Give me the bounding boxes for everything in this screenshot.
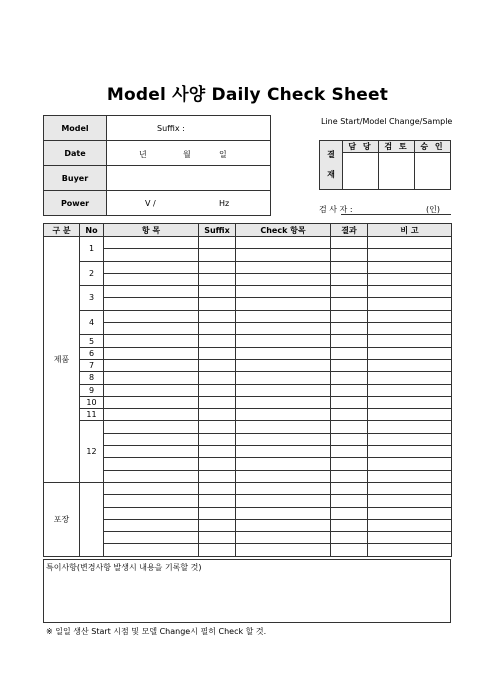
item-number: 12 (80, 421, 104, 482)
model-label: Model (44, 116, 107, 141)
entry-cell[interactable] (104, 261, 199, 273)
entry-cell[interactable] (368, 409, 452, 421)
entry-cell[interactable] (368, 359, 452, 371)
entry-cell[interactable] (199, 470, 236, 482)
item-number: 8 (80, 372, 104, 384)
table-row (44, 310, 452, 322)
table-row (44, 286, 452, 298)
power-label: Power (44, 191, 107, 216)
entry-cell[interactable] (331, 372, 368, 384)
entry-cell[interactable] (331, 359, 368, 371)
entry-cell[interactable] (236, 261, 331, 273)
table-row (44, 249, 452, 261)
item-number: 3 (80, 286, 104, 311)
entry-cell[interactable] (199, 458, 236, 470)
line-start-text: Line Start/Model Change/Sample (321, 117, 453, 126)
table-row (44, 298, 452, 310)
entry-cell[interactable] (236, 298, 331, 310)
entry-cell[interactable] (104, 384, 199, 396)
approval-sign-approve[interactable] (415, 153, 451, 190)
entry-cell[interactable] (236, 458, 331, 470)
entry-cell[interactable] (331, 433, 368, 445)
table-row (44, 347, 452, 359)
item-number: 2 (80, 261, 104, 286)
entry-cell[interactable] (104, 372, 199, 384)
entry-cell[interactable] (331, 249, 368, 261)
entry-cell[interactable] (368, 261, 452, 273)
approval-sign-review[interactable] (379, 153, 415, 190)
item-number: 7 (80, 359, 104, 371)
approval-header-review: 검 토 (379, 141, 415, 153)
entry-cell[interactable] (199, 310, 236, 322)
entry-cell[interactable] (236, 335, 331, 347)
entry-cell[interactable] (236, 237, 331, 249)
power-voltage-label: V / (145, 199, 156, 208)
entry-cell[interactable] (199, 298, 236, 310)
item-number: 9 (80, 384, 104, 396)
table-row (44, 323, 452, 335)
page-title: Model 사양 Daily Check Sheet (106, 85, 389, 105)
entry-cell[interactable] (331, 298, 368, 310)
entry-cell[interactable] (368, 433, 452, 445)
entry-cell[interactable] (368, 323, 452, 335)
entry-cell[interactable] (368, 495, 452, 507)
entry-cell[interactable] (331, 495, 368, 507)
entry-cell[interactable] (199, 286, 236, 298)
remark-box[interactable] (43, 559, 451, 623)
item-number: 4 (80, 310, 104, 335)
entry-cell[interactable] (331, 335, 368, 347)
entry-cell[interactable] (104, 409, 199, 421)
table-row (44, 409, 452, 421)
entry-cell[interactable] (236, 359, 331, 371)
entry-cell[interactable] (236, 495, 331, 507)
entry-cell[interactable] (104, 249, 199, 261)
entry-cell[interactable] (368, 544, 452, 556)
entry-cell[interactable] (199, 249, 236, 261)
check-grid (43, 223, 452, 557)
entry-cell[interactable] (104, 446, 199, 458)
header-suffix: Suffix (199, 224, 236, 237)
table-row (44, 519, 452, 531)
table-row (44, 458, 452, 470)
entry-cell[interactable] (236, 310, 331, 322)
entry-cell[interactable] (331, 544, 368, 556)
entry-cell[interactable] (199, 347, 236, 359)
entry-cell[interactable] (199, 409, 236, 421)
entry-cell[interactable] (236, 446, 331, 458)
entry-cell[interactable] (236, 532, 331, 544)
buyer-field[interactable] (107, 166, 271, 191)
date-field[interactable] (107, 141, 271, 166)
table-row (44, 433, 452, 445)
entry-cell[interactable] (104, 396, 199, 408)
buyer-label: Buyer (44, 166, 107, 191)
entry-cell[interactable] (104, 532, 199, 544)
entry-cell[interactable] (236, 482, 331, 494)
entry-cell[interactable] (104, 421, 199, 433)
table-row (44, 544, 452, 556)
entry-cell[interactable] (331, 396, 368, 408)
entry-cell[interactable] (368, 310, 452, 322)
entry-cell[interactable] (368, 237, 452, 249)
entry-cell[interactable] (331, 458, 368, 470)
entry-cell[interactable] (104, 495, 199, 507)
date-label: Date (44, 141, 107, 166)
entry-cell[interactable] (331, 323, 368, 335)
approval-side-top: 결 (327, 150, 335, 159)
table-row (44, 446, 452, 458)
entry-cell[interactable] (104, 323, 199, 335)
approval-header-approve: 승 인 (415, 141, 451, 153)
entry-cell[interactable] (199, 421, 236, 433)
entry-cell[interactable] (104, 298, 199, 310)
inspector-seal: (인) (426, 205, 440, 214)
entry-cell[interactable] (368, 396, 452, 408)
entry-cell[interactable] (104, 482, 199, 494)
entry-cell[interactable] (104, 433, 199, 445)
entry-cell[interactable] (368, 372, 452, 384)
date-day-label: 일 (219, 150, 227, 159)
entry-cell[interactable] (236, 544, 331, 556)
entry-cell[interactable] (368, 458, 452, 470)
entry-cell[interactable] (331, 286, 368, 298)
entry-cell[interactable] (331, 446, 368, 458)
entry-cell[interactable] (199, 335, 236, 347)
entry-cell[interactable] (199, 446, 236, 458)
table-row (44, 359, 452, 371)
entry-cell[interactable] (104, 347, 199, 359)
entry-cell[interactable] (104, 458, 199, 470)
entry-cell[interactable] (236, 384, 331, 396)
inspector-text: 검 사 자 : (319, 205, 353, 214)
item-number-empty (80, 482, 104, 556)
entry-cell[interactable] (331, 237, 368, 249)
entry-cell[interactable] (368, 507, 452, 519)
entry-cell[interactable] (236, 347, 331, 359)
entry-cell[interactable] (331, 261, 368, 273)
entry-cell[interactable] (368, 298, 452, 310)
header-remark: 비 고 (368, 224, 452, 237)
entry-cell[interactable] (368, 286, 452, 298)
table-row (44, 507, 452, 519)
entry-cell[interactable] (331, 421, 368, 433)
category-product: 제품 (44, 237, 80, 483)
entry-cell[interactable] (199, 532, 236, 544)
suffix-label: Suffix : (157, 124, 185, 133)
table-row (44, 273, 452, 285)
power-field[interactable] (107, 191, 271, 216)
entry-cell[interactable] (331, 273, 368, 285)
approval-side-bottom: 재 (327, 170, 335, 179)
entry-cell[interactable] (199, 544, 236, 556)
remark-label: 특이사항(변경사항 발생시 내용을 기록할 것) (46, 563, 202, 572)
date-month-label: 월 (183, 150, 191, 159)
entry-cell[interactable] (331, 482, 368, 494)
entry-cell[interactable] (104, 519, 199, 531)
entry-cell[interactable] (104, 470, 199, 482)
entry-cell[interactable] (104, 359, 199, 371)
entry-cell[interactable] (368, 482, 452, 494)
entry-cell[interactable] (368, 421, 452, 433)
entry-cell[interactable] (199, 359, 236, 371)
entry-cell[interactable] (236, 249, 331, 261)
entry-cell[interactable] (368, 384, 452, 396)
entry-cell[interactable] (331, 347, 368, 359)
footer-note: ※ 일일 생산 Start 시점 및 모델 Change시 필히 Check 할 것. (46, 627, 267, 636)
entry-cell[interactable] (236, 396, 331, 408)
table-row (44, 470, 452, 482)
inspector-underline (341, 214, 451, 215)
entry-cell[interactable] (331, 409, 368, 421)
entry-cell[interactable] (236, 273, 331, 285)
entry-cell[interactable] (331, 507, 368, 519)
entry-cell[interactable] (368, 532, 452, 544)
entry-cell[interactable] (236, 286, 331, 298)
table-row (44, 421, 452, 433)
entry-cell[interactable] (331, 519, 368, 531)
entry-cell[interactable] (199, 237, 236, 249)
entry-cell[interactable] (236, 507, 331, 519)
table-row (44, 261, 452, 273)
approval-header-charge: 담 당 (343, 141, 379, 153)
entry-cell[interactable] (368, 519, 452, 531)
item-number: 6 (80, 347, 104, 359)
approval-side-label (320, 141, 343, 190)
entry-cell[interactable] (199, 323, 236, 335)
header-check-item: Check 항목 (236, 224, 331, 237)
entry-cell[interactable] (199, 273, 236, 285)
header-no: No (80, 224, 104, 237)
approval-sign-charge[interactable] (343, 153, 379, 190)
item-number: 11 (80, 409, 104, 421)
entry-cell[interactable] (368, 446, 452, 458)
entry-cell[interactable] (199, 482, 236, 494)
entry-cell[interactable] (236, 323, 331, 335)
entry-cell[interactable] (368, 249, 452, 261)
entry-cell[interactable] (199, 433, 236, 445)
header-result: 결과 (331, 224, 368, 237)
entry-cell[interactable] (199, 495, 236, 507)
table-row (44, 237, 452, 249)
entry-cell[interactable] (104, 273, 199, 285)
table-row (44, 396, 452, 408)
entry-cell[interactable] (199, 384, 236, 396)
entry-cell[interactable] (104, 286, 199, 298)
entry-cell[interactable] (236, 409, 331, 421)
table-row (44, 372, 452, 384)
date-year-label: 년 (139, 150, 147, 159)
entry-cell[interactable] (236, 433, 331, 445)
entry-cell[interactable] (236, 372, 331, 384)
approval-table (319, 140, 451, 190)
entry-cell[interactable] (104, 335, 199, 347)
entry-cell[interactable] (331, 310, 368, 322)
table-row (44, 335, 452, 347)
entry-cell[interactable] (104, 237, 199, 249)
entry-cell[interactable] (368, 470, 452, 482)
table-row (44, 532, 452, 544)
header-category: 구 분 (44, 224, 80, 237)
table-row (44, 495, 452, 507)
entry-cell[interactable] (368, 335, 452, 347)
entry-cell[interactable] (104, 310, 199, 322)
info-table (43, 115, 271, 216)
table-row (44, 384, 452, 396)
model-field[interactable] (107, 116, 271, 141)
entry-cell[interactable] (236, 470, 331, 482)
category-packing: 포장 (44, 482, 80, 556)
entry-cell[interactable] (104, 544, 199, 556)
entry-cell[interactable] (199, 507, 236, 519)
entry-cell[interactable] (331, 470, 368, 482)
table-row (44, 482, 452, 494)
entry-cell[interactable] (368, 347, 452, 359)
power-hz-label: Hz (219, 199, 230, 208)
entry-cell[interactable] (331, 384, 368, 396)
entry-cell[interactable] (236, 519, 331, 531)
entry-cell[interactable] (331, 532, 368, 544)
entry-cell[interactable] (199, 396, 236, 408)
entry-cell[interactable] (236, 421, 331, 433)
item-number: 10 (80, 396, 104, 408)
entry-cell[interactable] (199, 519, 236, 531)
item-number: 5 (80, 335, 104, 347)
header-item: 항 목 (104, 224, 199, 237)
item-number: 1 (80, 237, 104, 262)
entry-cell[interactable] (199, 261, 236, 273)
entry-cell[interactable] (368, 273, 452, 285)
entry-cell[interactable] (104, 507, 199, 519)
entry-cell[interactable] (199, 372, 236, 384)
